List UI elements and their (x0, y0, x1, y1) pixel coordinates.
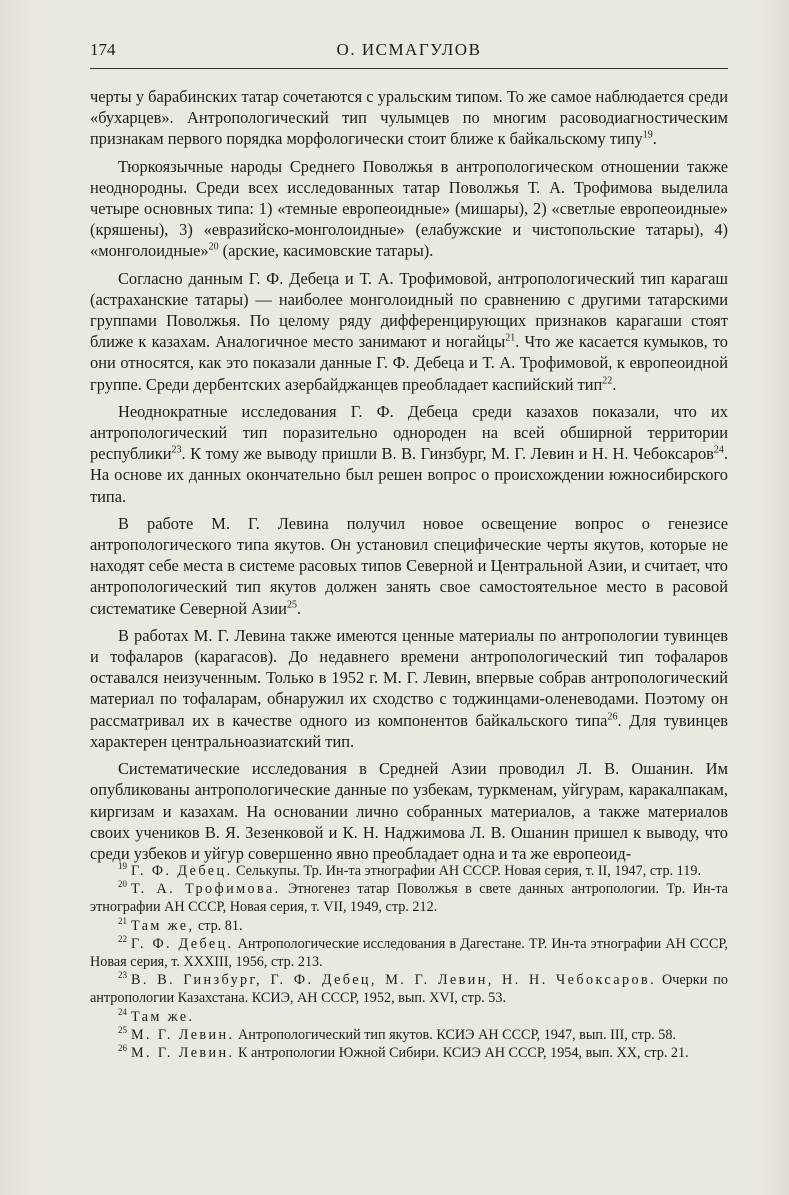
footnote-author: Там же, (131, 917, 195, 934)
footnote-number: 20 (118, 879, 127, 890)
page-header (90, 36, 728, 70)
footnote-ref: 19 (642, 129, 653, 141)
paragraph-text: В работе М. Г. Левина получил новое освещение вопрос о генезисе антропологического типа якутов. Он установил специфические черты якутов, которые не находят себе места в системе расовых типов Северной и Центральной Азии, и считает, что антропологический тип якутов должен занять свое самостоятельное место в расовой систематике Северной Азии (90, 513, 728, 618)
footnote (90, 1044, 728, 1062)
paragraph (90, 401, 728, 507)
header-rule (90, 68, 728, 69)
footnotes (90, 862, 728, 1062)
footnote-text: Антропологический тип якутов. КСИЭ АН СССР, 1947, вып. III, стр. 58. (234, 1026, 676, 1043)
footnote-ref: 26 (607, 711, 618, 723)
footnote (90, 1008, 728, 1026)
footnote-author: М. Г. Левин. (131, 1026, 235, 1043)
footnote-author: Г. Ф. Дебец. (131, 935, 234, 952)
footnote-author: В. В. Гинзбург, Г. Ф. Дебец, М. Г. Левин, Н. Н. Чебоксаров. (131, 972, 657, 989)
footnote (90, 862, 728, 880)
running-head: О. ИСМАГУЛОВ (336, 40, 482, 59)
footnote-number: 21 (118, 915, 127, 926)
footnote-ref: 22 (602, 375, 613, 387)
footnote-number: 26 (118, 1043, 127, 1054)
footnote-number: 24 (118, 1006, 127, 1017)
paragraph (90, 156, 728, 262)
footnote-text: стр. 81. (194, 917, 243, 934)
paragraph-text: (арские, касимовские татары). (218, 241, 434, 261)
paragraph-text: Тюркоязычные народы Среднего Поволжья в антропологическом отношении также неоднородны. Среди всех исследованных татар Поволжья Т. А. Трофимова выделила четыре основных типа: 1) «темные европеоидные» (мишары), 2) «светлые европеоидные» (кряшены), 3) «евразийско-монголоидные» (елабужские и чистопольские татары), 4) «монголоидные» (90, 156, 728, 261)
paragraph (90, 86, 728, 150)
paragraph (90, 625, 728, 752)
paragraph-text: Систематические исследования в Средней Азии проводил Л. В. Ошанин. Им опубликованы антропологические данные по узбекам, туркменам, уйгурам, каракалпакам, киргизам и казахам. На основании лично собранных материалов, а также материалов своих учеников В. Я. Зезенковой и К. Н. Наджимова Л. В. Ошанин пришел к выводу, что среди узбеков и уйгур совершенно явно преобладает одна и та же европеоид- (90, 759, 728, 863)
paragraph (90, 758, 728, 864)
page-number: 174 (90, 40, 116, 59)
footnote-text: Селькупы. Тр. Ин-та этнографии АН СССР. Новая серия, т. II, 1947, стр. 119. (232, 863, 701, 879)
paragraph-text: . Для тувинцев характерен центральноазиатский тип. (90, 710, 728, 751)
footnote-author: Т. А. Трофимова. (131, 881, 281, 898)
paragraph-text: Согласно данным Г. Ф. Дебеца и Т. А. Трофимовой, антропологический тип карагаш (астраханские татары) — наиболее монголоидный по сравнению с другими татарскими группами Поволжья. По целому ряду дифференцирующих признаков карагаши стоят ближе к казахам. Аналогичное место занимают и ногайцы (90, 268, 728, 352)
body-text (90, 86, 728, 870)
footnote-text: Этногенез татар Поволжья в свете данных антропологии. Тр. Ин-та этнографии АН СССР, Новая серия, т. VII, 1949, стр. 212. (90, 881, 728, 916)
footnote-ref: 20 (208, 241, 219, 253)
paragraph-text: черты у барабинских татар сочетаются с уральским типом. То же самое наблюдается среди «бухарцев». Антропологический тип чулымцев по многим расоводиагностическим признакам первого порядка морфологически стоит ближе к байкальскому типу (90, 87, 728, 149)
footnote-author: Там же. (131, 1008, 195, 1025)
footnote-number: 22 (118, 934, 127, 945)
footnote (90, 917, 728, 935)
paragraph-text: В работах М. Г. Левина также имеются ценные материалы по антропологии тувинцев и тофаларов (карагасов). До недавнего времени антропологический тип тофаларов оставался неизученным. Только в 1952 г. М. Г. Левин, впервые собрав антропологический материал по тофаларам, обнаружил их сходство с тоджинцами-оленеводами. Поэтому он рассматривал их в качестве одного из компонентов байкальского типа (90, 625, 728, 730)
footnote (90, 880, 728, 916)
footnote-text: Антропологические исследования в Дагестане. ТР. Ин-та этнографии АН СССР, Новая серия, т. XXXIII, 1956, стр. 213. (90, 935, 728, 971)
footnote-ref: 23 (171, 444, 182, 456)
footnote-text: Очерки по антропологии Казахстана. КСИЭ, АН СССР, 1952, вып. XVI, стр. 53. (90, 972, 728, 1007)
footnote-number: 19 (118, 861, 127, 872)
paragraph-text: Неоднократные исследования Г. Ф. Дебеца среди казахов показали, что их антропологический тип поразительно однороден на всей обширной территории республики (90, 401, 728, 464)
footnote-author: М. Г. Левин. (131, 1045, 235, 1062)
paragraph-text: . На основе их данных окончательно был решен вопрос о происхождении южносибирского типа. (90, 444, 728, 506)
footnote-ref: 21 (505, 332, 516, 344)
footnote-ref: 25 (286, 599, 297, 611)
footnote-text: К антропологии Южной Сибири. КСИЭ АН СССР, 1954, вып. XX, стр. 21. (234, 1045, 689, 1062)
footnote (90, 971, 728, 1007)
footnote-number: 25 (118, 1025, 127, 1036)
footnote-number: 23 (118, 970, 127, 981)
footnote (90, 935, 728, 971)
footnote-ref: 24 (713, 444, 724, 456)
paragraph (90, 268, 728, 395)
paragraph-text: . (612, 374, 617, 394)
paragraph-text: . К тому же выводу пришли В. В. Гинзбург, М. Г. Левин и Н. Н. Чебоксаров (181, 444, 714, 464)
paragraph (90, 513, 728, 619)
footnote (90, 1026, 728, 1044)
paragraph-text: . (296, 598, 302, 618)
paragraph-text: . Что же касается кумыков, то они относятся, как это показали данные Г. Ф. Дебеца и Т. А. Трофимовой, к европеоидной группе. Среди дербентских азербайджанцев преобладает каспийский тип (90, 332, 728, 394)
paragraph-text: . (652, 129, 657, 149)
footnote-author: Г. Ф. Дебец. (131, 863, 233, 879)
